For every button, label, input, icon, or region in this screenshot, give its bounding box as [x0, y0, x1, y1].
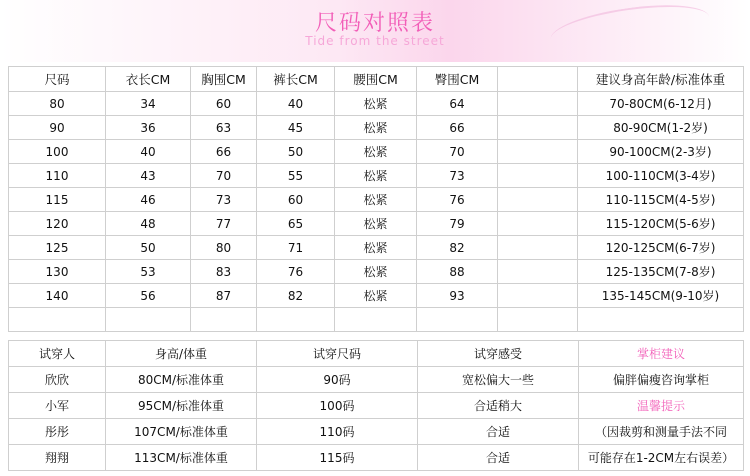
cell-pants-length: 55 — [257, 164, 335, 188]
cell-chest: 77 — [191, 212, 257, 236]
cell-size: 130 — [9, 260, 106, 284]
cell-recommended: 125-135CM(7-8岁) — [578, 260, 744, 284]
cell-size: 110 — [9, 164, 106, 188]
trial-table-header-row — [9, 341, 744, 367]
header-tester: 试穿人 — [9, 341, 106, 367]
cell-chest: 70 — [191, 164, 257, 188]
banner-title: 尺码对照表 — [314, 11, 435, 36]
size-table-header-row — [9, 67, 744, 92]
cell-pants-length: 40 — [257, 92, 335, 116]
cell-size: 100 — [9, 140, 106, 164]
cell-recommended: 120-125CM(6-7岁) — [578, 236, 744, 260]
table-row — [9, 236, 744, 260]
cell-waist: 松紧 — [335, 140, 417, 164]
cell-recommended: 115-120CM(5-6岁) — [578, 212, 744, 236]
header-length: 衣长CM — [106, 67, 191, 92]
cell-recommended: 100-110CM(3-4岁) — [578, 164, 744, 188]
header-height-weight: 身高/体重 — [106, 341, 257, 367]
cell-size: 115 — [9, 188, 106, 212]
cell-size: 140 — [9, 284, 106, 308]
table-row — [9, 419, 744, 445]
table-row — [9, 116, 744, 140]
cell-hip: 73 — [417, 164, 498, 188]
cell-waist: 松紧 — [335, 116, 417, 140]
cell-waist: 松紧 — [335, 188, 417, 212]
cell-feeling: 合适 — [418, 419, 579, 445]
cell-size: 90 — [9, 116, 106, 140]
empty-cell — [9, 308, 106, 332]
cell-recommended: 80-90CM(1-2岁) — [578, 116, 744, 140]
empty-cell — [498, 308, 578, 332]
cell-feeling: 合适稍大 — [418, 393, 579, 419]
cell-recommended: 110-115CM(4-5岁) — [578, 188, 744, 212]
cell-length: 50 — [106, 236, 191, 260]
cell-recommended: 90-100CM(2-3岁) — [578, 140, 744, 164]
cell-hip: 82 — [417, 236, 498, 260]
cell-height-weight: 113CM/标准体重 — [106, 445, 257, 471]
cell-trial-size: 100码 — [257, 393, 418, 419]
cell-trial-size: 115码 — [257, 445, 418, 471]
header-shopkeeper-advice: 掌柜建议 — [579, 341, 744, 367]
cell-size: 120 — [9, 212, 106, 236]
cell-advice: 温馨提示 — [579, 393, 744, 419]
cell-chest: 60 — [191, 92, 257, 116]
cell-pants-length: 71 — [257, 236, 335, 260]
cell-waist: 松紧 — [335, 164, 417, 188]
cell-pants-length: 60 — [257, 188, 335, 212]
table-row — [9, 367, 744, 393]
cell-feeling: 合适 — [418, 445, 579, 471]
cell-blank — [498, 236, 578, 260]
cell-waist: 松紧 — [335, 92, 417, 116]
cell-length: 34 — [106, 92, 191, 116]
cell-length: 53 — [106, 260, 191, 284]
cell-waist: 松紧 — [335, 284, 417, 308]
cell-length: 48 — [106, 212, 191, 236]
cell-length: 43 — [106, 164, 191, 188]
cell-hip: 70 — [417, 140, 498, 164]
trial-fit-table — [8, 340, 744, 471]
cell-height-weight: 107CM/标准体重 — [106, 419, 257, 445]
cell-recommended: 70-80CM(6-12月) — [578, 92, 744, 116]
cell-advice: （因裁剪和测量手法不同 — [579, 419, 744, 445]
cell-tester: 小军 — [9, 393, 106, 419]
cell-length: 36 — [106, 116, 191, 140]
cell-blank — [498, 92, 578, 116]
header-blank — [498, 67, 578, 92]
table-row — [9, 92, 744, 116]
cell-waist: 松紧 — [335, 212, 417, 236]
cell-size: 80 — [9, 92, 106, 116]
cell-length: 40 — [106, 140, 191, 164]
header-hip: 臀围CM — [417, 67, 498, 92]
cell-blank — [498, 140, 578, 164]
cell-size: 125 — [9, 236, 106, 260]
empty-cell — [417, 308, 498, 332]
cell-waist: 松紧 — [335, 260, 417, 284]
banner — [0, 0, 750, 62]
cell-trial-size: 90码 — [257, 367, 418, 393]
empty-cell — [106, 308, 191, 332]
cell-advice: 偏胖偏瘦咨询掌柜 — [579, 367, 744, 393]
banner-subtitle: Tide from the street — [305, 34, 445, 48]
table-row — [9, 445, 744, 471]
header-recommended: 建议身高年龄/标准体重 — [578, 67, 744, 92]
cell-pants-length: 45 — [257, 116, 335, 140]
cell-pants-length: 50 — [257, 140, 335, 164]
header-size: 尺码 — [9, 67, 106, 92]
cell-blank — [498, 164, 578, 188]
cell-blank — [498, 212, 578, 236]
cell-blank — [498, 284, 578, 308]
cell-trial-size: 110码 — [257, 419, 418, 445]
cell-tester: 翔翔 — [9, 445, 106, 471]
cell-chest: 66 — [191, 140, 257, 164]
cell-height-weight: 95CM/标准体重 — [106, 393, 257, 419]
empty-cell — [257, 308, 335, 332]
header-chest: 胸围CM — [191, 67, 257, 92]
cell-length: 56 — [106, 284, 191, 308]
cell-recommended: 135-145CM(9-10岁) — [578, 284, 744, 308]
cell-pants-length: 76 — [257, 260, 335, 284]
cell-advice: 可能存在1-2CM左右误差） — [579, 445, 744, 471]
cell-blank — [498, 260, 578, 284]
table-row — [9, 260, 744, 284]
size-chart-table — [8, 66, 744, 332]
table-row — [9, 140, 744, 164]
empty-cell — [191, 308, 257, 332]
cell-blank — [498, 188, 578, 212]
cell-tester: 彤彤 — [9, 419, 106, 445]
cell-feeling: 宽松偏大一些 — [418, 367, 579, 393]
cell-pants-length: 65 — [257, 212, 335, 236]
cell-blank — [498, 116, 578, 140]
cell-hip: 64 — [417, 92, 498, 116]
cell-chest: 80 — [191, 236, 257, 260]
cell-tester: 欣欣 — [9, 367, 106, 393]
header-feeling: 试穿感受 — [418, 341, 579, 367]
cell-pants-length: 82 — [257, 284, 335, 308]
header-waist: 腰围CM — [335, 67, 417, 92]
cell-hip: 88 — [417, 260, 498, 284]
cell-hip: 79 — [417, 212, 498, 236]
table-row — [9, 188, 744, 212]
header-trial-size: 试穿尺码 — [257, 341, 418, 367]
cell-chest: 73 — [191, 188, 257, 212]
cell-chest: 83 — [191, 260, 257, 284]
empty-cell — [335, 308, 417, 332]
cell-waist: 松紧 — [335, 236, 417, 260]
header-pants-length: 裤长CM — [257, 67, 335, 92]
cell-chest: 63 — [191, 116, 257, 140]
empty-cell — [578, 308, 744, 332]
table-row — [9, 284, 744, 308]
cell-hip: 66 — [417, 116, 498, 140]
table-row — [9, 393, 744, 419]
cell-hip: 76 — [417, 188, 498, 212]
cell-hip: 93 — [417, 284, 498, 308]
cell-height-weight: 80CM/标准体重 — [106, 367, 257, 393]
table-row — [9, 212, 744, 236]
cell-chest: 87 — [191, 284, 257, 308]
table-row — [9, 164, 744, 188]
cell-length: 46 — [106, 188, 191, 212]
size-table-empty-row — [9, 308, 744, 332]
